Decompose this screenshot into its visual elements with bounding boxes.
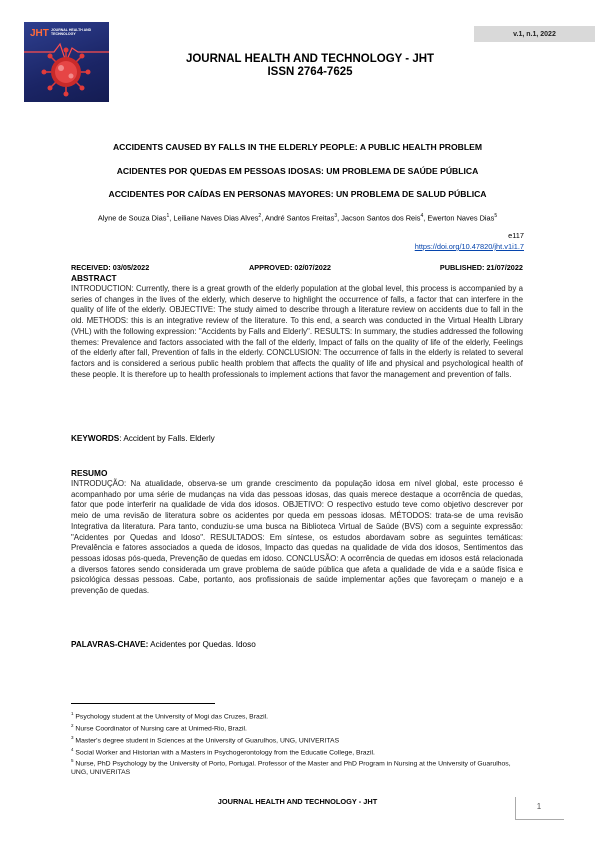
author-mark: 3	[334, 213, 338, 219]
journal-logo	[24, 22, 109, 102]
doi-link[interactable]: https://doi.org/10.47820/jht.v1i1.7	[414, 242, 524, 251]
palavras-chave-line	[71, 640, 256, 649]
author-name: André Santos Freitas	[264, 213, 335, 223]
palavras-chave-value: Acidentes por Quedas. Idoso	[148, 640, 256, 649]
logo-subtitle: JOURNAL HEALTH AND TECHNOLOGY	[51, 28, 92, 36]
author-name: Alyne de Souza Dias	[97, 213, 167, 223]
received-date: RECEIVED: 03/05/2022	[71, 263, 150, 272]
footnote-item: $^3$ Master's degree student in Sciences at the University of Guarulhos, UNG, UNIVERITAS	[71, 734, 340, 744]
author-mark: 1	[166, 213, 170, 219]
footnote-item: $^2$ Nurse Coordinator of Nursing care at Unimed-Rio, Brazil.	[71, 722, 247, 733]
author-name: Ewerton Naves Dias	[427, 213, 495, 223]
published-date: PUBLISHED: 21/07/2022	[439, 263, 523, 272]
footer-journal-title: JOURNAL HEALTH AND TECHNOLOGY - JHT	[217, 797, 378, 806]
keywords-value: : Accident by Falls. Elderly	[119, 434, 215, 443]
logo-brand-text: JHT	[30, 28, 49, 39]
footnote-item: $^1$ Psychology student at the University of Mogi das Cruzes, Brazil.	[71, 711, 269, 721]
keywords-line	[71, 434, 215, 443]
journal-title-block	[140, 53, 480, 79]
footnote-divider	[71, 703, 215, 704]
page-number: 1	[536, 802, 542, 811]
volume-badge: v.1, n.1, 2022	[474, 26, 595, 42]
resumo-heading: RESUMO	[71, 468, 108, 478]
abstract-text: INTRODUCTION: Currently, there is a great growth of the elderly population at the global level, this process is accompanied by a series of changes in the lives of the elderly, which deserve to highlight the occurrence of falls, a factor that can interfere in the quality of life of the elderly. OBJECTIVE: The study aimed to describe through a literature review on accidents due to fall in the old. METHODS: this is an integrative review of the literature. To this end, a search was conducted in the Virtual Health Library (VHL) with the following expression: "Accidents by Falls and Elderly". RESULTS: In summary, the studies addressed the following themes: Prevalence and factors associated with the fall of the elderly, Impact of falls on the quality of life of the elderly, Feelings of the elderly after fall, Prevention of falls in the elderly. CONCLUSION: The occurrence of falls in the elderly is related to several factors and is considered a serious public health problem that affects the quality of life and physical and psychological health of these people. It is therefore up to health professionals to implement actions that favor the management and prevention of falls.	[71, 284, 523, 379]
footnote-item: $^4$ Social Worker and Historian with a Masters in Psychogerontology from the Educatie College, Brazil.	[71, 746, 375, 756]
title-portuguese: ACIDENTES POR QUEDAS EM PESSOAS IDOSAS: UM PROBLEMA DE SAÚDE PÚBLICA	[116, 166, 479, 176]
abstract-heading: ABSTRACT	[71, 273, 117, 283]
virus-logo-icon	[24, 22, 109, 102]
author-name: Leiliane Naves Dias Alves	[173, 213, 259, 223]
journal-title: JOURNAL HEALTH AND TECHNOLOGY - JHT	[185, 53, 435, 65]
author-name: Jacson Santos dos Reis	[341, 213, 421, 223]
footnote-item: $^5$ Nurse, PhD Psychology by the University of Porto, Portugal. Professor of the Master and PhD Program in Nursing at the University of Guarulhos, UNG, UNIVERITAS	[71, 758, 511, 777]
title-spanish: ACCIDENTES POR CAÍDAS EN PERSONAS MAYORES: UN PROBLEMA DE SALUD PÚBLICA	[108, 189, 487, 199]
article-id: e117	[508, 231, 524, 240]
footnote-list	[71, 710, 523, 778]
author-mark: 2	[258, 213, 262, 219]
author-mark: 5	[494, 213, 498, 219]
title-english: ACCIDENTS CAUSED BY FALLS IN THE ELDERLY PEOPLE: A PUBLIC HEALTH PROBLEM	[112, 142, 483, 152]
approved-date: APPROVED: 02/07/2022	[249, 263, 331, 272]
author-mark: 4	[420, 213, 424, 219]
keywords-label: KEYWORDS	[71, 434, 120, 443]
resumo-text: INTRODUÇÃO: Na atualidade, observa-se um grande crescimento da população idosa em nível global, este processo é acompanhado por uma série de mudanças na vida das pessoas idosas, das quais merece destaque a ocorrência de quedas, fator que pode interferir na qualidade de vida dos idosos. OBJETIVO: O respectivo estudo teve como objetivo descrever por meio de uma revisão de literatura sobre os acidentes por queda em pessoas idosas. MÉTODOS: trata-se de uma revisão Integrativa da literatura. Para tanto, conduziu-se uma busca na Biblioteca Virtual de Saúde (BVS) com a seguinte expressão: "Acidentes por Quedas and Idoso". RESULTADOS: Em síntese, os estudos abordavam sobre as seguintes temáticas: Prevalência e fatores associados a queda de idosos, Impacto das quedas na qualidade de vida dos idosos, Sentimentos das pessoas idosas pós-queda, Prevenção de quedas em idoso. CONCLUSÃO: A ocorrência de quedas em idosos está relacionada a diversos fatores sendo considerada um grave problema de saúde pública que afeta a qualidade de vida e a saúde física e psicológica dessas pessoas. Cabe, portanto, aos profissionais de saúde implementar ações que favoreçam o manejo e a prevenção de quedas.	[71, 479, 523, 596]
author-list: Alyne de Souza Dias$^1$, Leiliane Naves Dias Alves$^2$, André Santos Freitas$^3$, Jacson Santos dos Reis$^4$, Ewerton Naves Dias$^5$	[97, 213, 498, 223]
journal-issn: ISSN 2764-7625	[267, 66, 353, 78]
palavras-chave-label: PALAVRAS-CHAVE:	[71, 640, 149, 649]
